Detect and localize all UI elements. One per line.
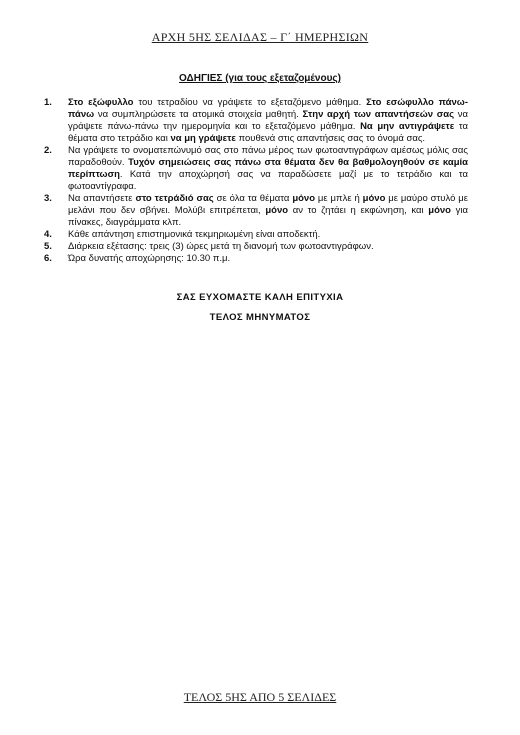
instruction-segment: με μαύρο στυλό με μελάνι που δεν σβήνει. Μολύβι επιτρέπεται, [68,193,468,216]
instruction-segment: Διάρκεια εξέτασης: τρεις (3) ώρες μετά τη διανομή των φωτοαντιγράφων. [68,241,374,252]
instruction-item [44,97,468,145]
instruction-item [44,229,468,241]
instruction-item [44,241,468,253]
instruction-segment: πουθενά στις απαντήσεις σας το όνομά σας. [235,133,426,144]
instructions-list [44,97,468,265]
instruction-segment: Κάθε απάντηση επιστημονικά τεκμηριωμένη είναι αποδεκτή. [68,229,321,240]
page-header-text: ΑΡΧΗ 5ΗΣ ΣΕΛΙΔΑΣ – Γ΄ ΗΜΕΡΗΣΙΩΝ [151,30,369,44]
instruction-segment: Να απαντήσετε [68,193,136,204]
instruction-text [68,97,468,145]
instruction-number: 5. [44,241,52,252]
instruction-segment: του τετραδίου να γράψετε το εξεταζόμενο μάθημα. [133,97,367,108]
instruction-number: 3. [44,193,52,204]
instruction-text [68,253,468,265]
instruction-segment: Ώρα δυνατής αποχώρησης: 10.30 π.μ. [68,253,231,264]
instruction-text [68,241,468,253]
instruction-item [44,145,468,193]
instructions-title-text: ΟΔΗΓΙΕΣ (για τους εξεταζομένους) [179,73,341,84]
end-of-message: ΤΕΛΟΣ ΜΗΝΥΜΑΤΟΣ [209,312,311,323]
instruction-segment: αν το ζητάει η εκφώνηση, και [288,205,429,216]
page-footer-text: ΤΕΛΟΣ 5ΗΣ ΑΠΟ 5 ΣΕΛΙΔΕΣ [183,690,337,704]
instruction-emphasis: στο τετράδιό σας [135,193,214,204]
instruction-text [68,145,468,193]
instruction-emphasis: Τυχόν σημειώσεις σας πάνω στα θέματα δεν θα βαθμολογηθούν σε καμία περίπτωση [68,157,469,180]
instruction-item [44,253,468,265]
instruction-number: 1. [44,97,52,108]
closing-wish: ΣΑΣ ΕΥΧΟΜΑΣΤΕ ΚΑΛΗ ΕΠΙΤΥΧΙΑ [176,292,344,303]
page-footer [0,690,520,705]
instruction-text [68,193,468,229]
instruction-emphasis: μόνο [292,193,316,204]
instruction-item [44,193,468,229]
instruction-number: 6. [44,253,52,264]
instruction-emphasis: μόνο [265,205,289,216]
instruction-number: 2. [44,145,52,156]
page-header [0,30,520,45]
instruction-segment: σε όλα τα θέματα [213,193,293,204]
instruction-segment: . Κατά την αποχώρησή σας να παραδώσετε μαζί με το τετράδιο και τα φωτοαντίγραφα. [68,169,468,192]
instructions-title [0,73,520,84]
instruction-emphasis: να μη γράψετε [170,133,236,144]
instruction-text [68,229,468,241]
instruction-emphasis: Στο εσώφυλλο πάνω-πάνω [68,97,468,120]
instruction-segment: τα θέματα στο τετράδιο και [68,121,469,144]
instruction-emphasis: μόνο [428,205,451,216]
instruction-emphasis: Στο εξώφυλλο [68,97,134,108]
instruction-segment: για πίνακες, διαγράμματα κλπ. [68,205,468,228]
instruction-segment: να γράψετε πάνω-πάνω την ημερομηνία και το εξεταζόμενο μάθημα. [68,109,468,132]
instruction-segment: να συμπληρώσετε τα ατομικά στοιχεία μαθητή. [94,109,303,120]
instruction-emphasis: Να μην αντιγράψετε [360,121,455,132]
instruction-segment: με μπλε ή [315,193,363,204]
instruction-emphasis: μόνο [362,193,386,204]
instruction-emphasis: Στην αρχή των απαντήσεών σας [302,109,455,120]
instruction-segment: Να γράψετε το ονοματεπώνυμό σας στο πάνω μέρος των φωτοαντιγράφων αμέσως μόλις σας παραδοθούν. [68,145,468,168]
instruction-number: 4. [44,229,52,240]
